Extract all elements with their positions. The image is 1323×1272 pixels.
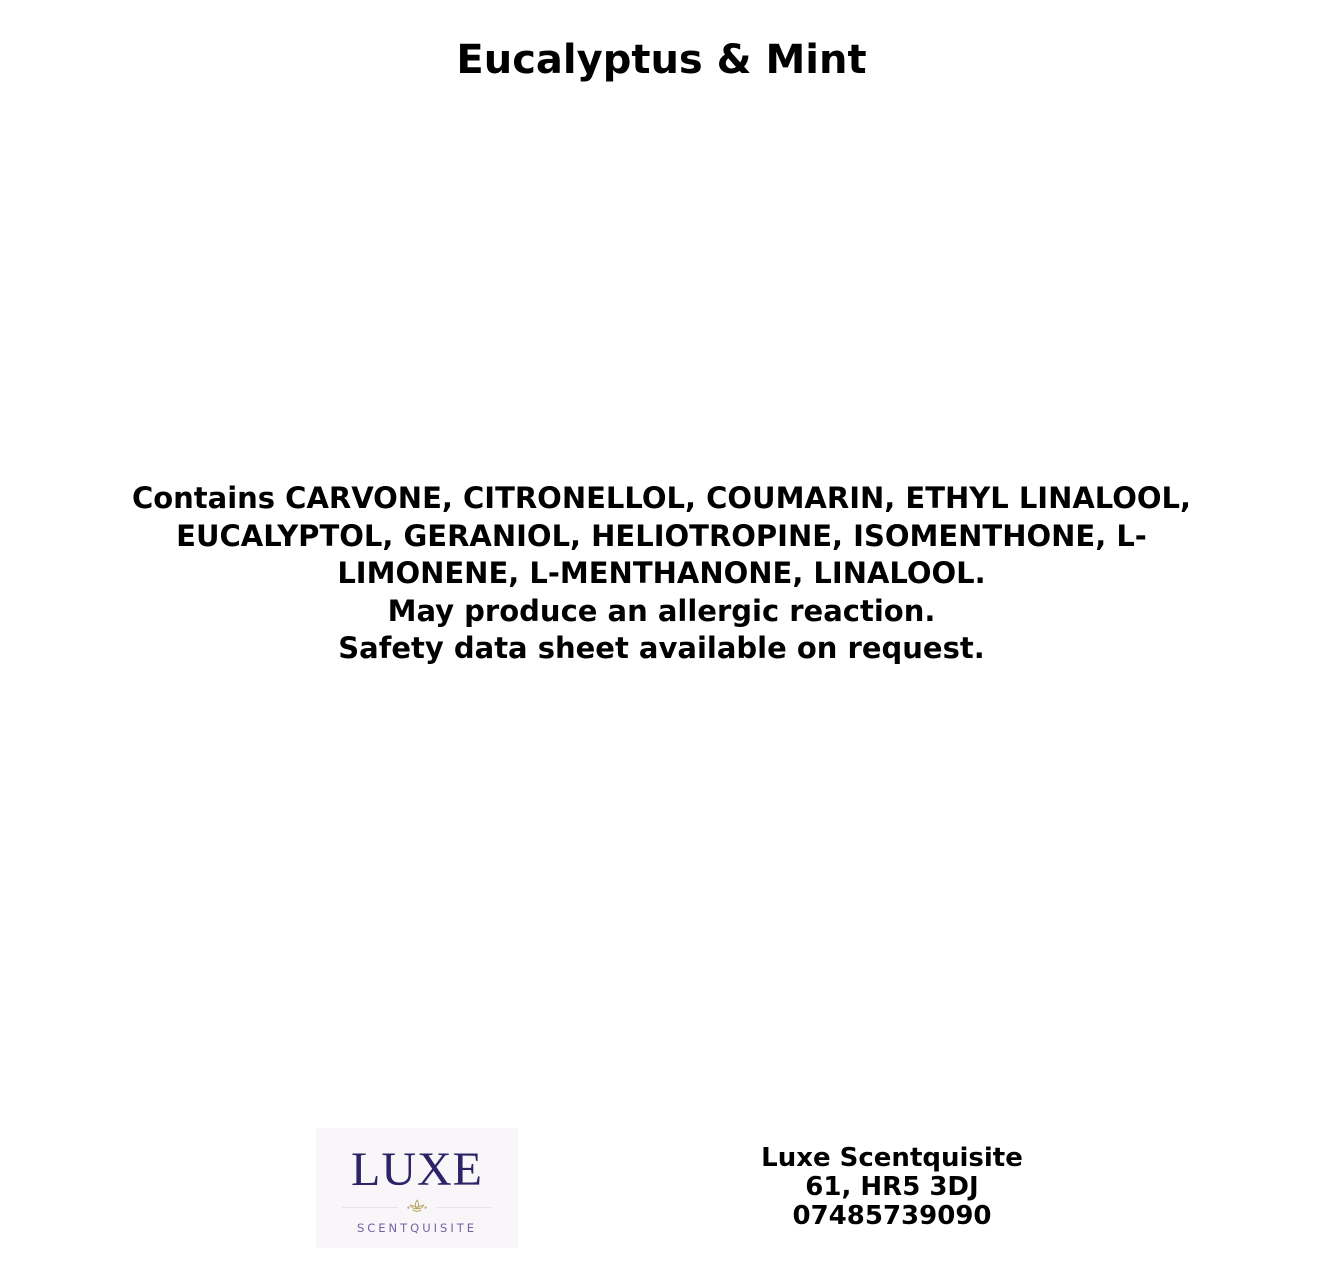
scent-title: Eucalyptus & Mint bbox=[456, 37, 867, 83]
warning-line: Safety data sheet available on request. bbox=[338, 631, 985, 665]
brand-name: LUXE bbox=[351, 1142, 483, 1196]
seller-name: Luxe Scentquisite bbox=[761, 1143, 1023, 1173]
warning-line: EUCALYPTOL, GERANIOL, HELIOTROPINE, ISOMENTHONE, L- bbox=[176, 518, 1147, 553]
left-divider-line bbox=[342, 1207, 398, 1208]
warning-line: Contains CARVONE, CITRONELLOL, COUMARIN, ETHYL LINALOOL, bbox=[131, 481, 1192, 515]
warning-line: LIMONENE, L-MENTHANONE, LINALOOL. bbox=[337, 556, 986, 590]
brand-logo bbox=[316, 1128, 518, 1248]
seller-address: 61, HR5 3DJ bbox=[805, 1172, 979, 1202]
seller-phone: 07485739090 bbox=[792, 1201, 992, 1231]
logo-ornament-row bbox=[342, 1198, 492, 1217]
brand-tagline: SCENTQUISITE bbox=[356, 1220, 478, 1235]
right-divider-line bbox=[436, 1207, 492, 1208]
lotus-icon bbox=[405, 1198, 429, 1217]
warning-line: May produce an allergic reaction. bbox=[387, 593, 936, 628]
seller-contact-block bbox=[732, 1144, 1052, 1231]
allergen-warning-block bbox=[0, 480, 1323, 668]
